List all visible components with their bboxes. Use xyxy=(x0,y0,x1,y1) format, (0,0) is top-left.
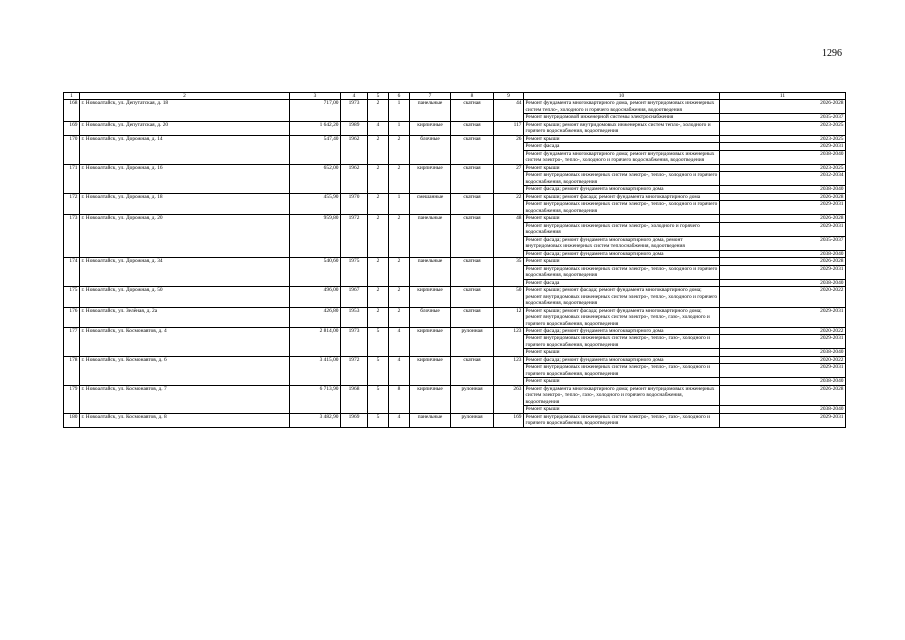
row-number: 170 xyxy=(64,135,80,164)
entrances-cell: 4 xyxy=(389,413,410,427)
period-cell: 2029-2031 xyxy=(720,307,846,327)
year-cell: 1968 xyxy=(341,385,368,413)
entrances-cell: 1 xyxy=(389,121,410,135)
area-cell: 1 642,20 xyxy=(290,121,341,135)
table-row xyxy=(64,215,846,222)
header-cell: 6 xyxy=(389,93,410,100)
repair-work-cell: Ремонт фасада xyxy=(524,279,720,286)
period-cell: 2029-2031 xyxy=(720,413,846,427)
area-cell: 2 814,00 xyxy=(290,327,341,356)
period-cell: 2026-2028 xyxy=(720,385,846,405)
walls-cell: панельные xyxy=(410,258,451,287)
walls-cell: кирпичные xyxy=(410,287,451,307)
year-cell: 1967 xyxy=(341,287,368,307)
apartments-cell: 44 xyxy=(494,100,524,121)
repair-work-cell: Ремонт крыши; ремонт фасада; ремонт фундамента многоквартирного дома; ремонт внутридомовых инженерных систем электро-, тепло-, газо-, холодного и горячего водоснабжения, водоотведения xyxy=(524,307,720,327)
period-cell: 2023-2025 xyxy=(720,121,846,135)
roof-cell: скатная xyxy=(451,215,494,258)
row-number: 172 xyxy=(64,193,80,214)
walls-cell: кирпичные xyxy=(410,385,451,413)
period-cell: 2020-2022 xyxy=(720,327,846,334)
area-cell: 3 482,90 xyxy=(290,413,341,427)
walls-cell: кирпичные xyxy=(410,121,451,135)
roof-cell: скатная xyxy=(451,164,494,193)
address-cell: г. Новоалтайск, ул. Космонавтов, д. 8 xyxy=(80,413,290,427)
repair-work-cell: Ремонт крыши; ремонт фасада; ремонт фундамента многоквартирного дома; ремонт внутридомовых инженерных систем электро-, тепло-, холодного и горячего водоснабжения, водоотведения xyxy=(524,287,720,307)
walls-cell: кирпичные xyxy=(410,327,451,356)
row-number: 176 xyxy=(64,307,80,327)
period-cell: 2038-2040 xyxy=(720,150,846,164)
period-cell: 2032-2034 xyxy=(720,172,846,186)
area-cell: 717,00 xyxy=(290,100,341,121)
apartments-cell: 35 xyxy=(494,258,524,287)
repair-work-cell: Ремонт внутридомовых инженерных систем электро-, тепло-, холодного и горячего водоснабжения, водоотведения xyxy=(524,201,720,215)
row-number: 174 xyxy=(64,258,80,287)
area-cell: 547,40 xyxy=(290,135,341,164)
repair-work-cell: Ремонт крыши xyxy=(524,215,720,222)
period-cell: 2026-2028 xyxy=(720,258,846,265)
repair-work-cell: Ремонт внутридомовых инженерных систем электро-, тепло-, газо-, холодного и горячего водоснабжения, водоотведения xyxy=(524,335,720,349)
address-cell: г. Новоалтайск, ул. Космонавтов, д. 6 xyxy=(80,356,290,385)
repair-work-cell: Ремонт внутридомовых инженерных систем электро-, тепло-, газо-, холодного и горячего водоснабжения, водоотведения xyxy=(524,413,720,427)
year-cell: 1970 xyxy=(341,193,368,214)
period-cell: 2038-2040 xyxy=(720,378,846,385)
repair-work-cell: Ремонт фасада; ремонт фундамента многоквартирного дома xyxy=(524,327,720,334)
year-cell: 1973 xyxy=(341,327,368,356)
repair-work-cell: Ремонт крыши xyxy=(524,164,720,171)
apartments-cell: 22 xyxy=(494,193,524,214)
year-cell: 1975 xyxy=(341,258,368,287)
entrances-cell: 2 xyxy=(389,135,410,164)
table-row xyxy=(64,193,846,200)
header-cell: 2 xyxy=(80,93,290,100)
area-cell: 426,80 xyxy=(290,307,341,327)
year-cell: 1973 xyxy=(341,100,368,121)
period-cell: 2020-2022 xyxy=(720,356,846,363)
table-row xyxy=(64,327,846,334)
period-cell: 2038-2040 xyxy=(720,349,846,356)
table-row xyxy=(64,413,846,427)
walls-cell: панельные xyxy=(410,215,451,258)
floors-cell: 5 xyxy=(368,385,389,413)
entrances-cell: 2 xyxy=(389,215,410,258)
period-cell: 2035-2037 xyxy=(720,236,846,250)
table-row xyxy=(64,287,846,307)
repair-work-cell: Ремонт внутридомовых инженерных систем электро-, холодного и горячего водоснабжения xyxy=(524,222,720,236)
period-cell: 2023-2025 xyxy=(720,164,846,171)
repair-work-cell: Ремонт внутридомовых инженерных систем электро-, тепло-, холодного и горячего водоснабжения, водоотведения xyxy=(524,172,720,186)
walls-cell: смешанные xyxy=(410,193,451,214)
roof-cell: скатная xyxy=(451,356,494,385)
entrances-cell: 1 xyxy=(389,193,410,214)
repair-work-cell: Ремонт фундамента многоквартирного дома, ремонт внутридомовых инженерных систем тепло-, холодного и горячего водоснабжения, водоотведения xyxy=(524,100,720,114)
repair-work-cell: Ремонт фасада; ремонт фундамента многоквартирного дома, ремонт внутридомовых инженерных систем теплоснабжения, водоотведения xyxy=(524,236,720,250)
address-cell: г. Новоалтайск, ул. Дорожная, д. 18 xyxy=(80,193,290,214)
apartments-cell: 123 xyxy=(494,327,524,356)
period-cell: 2029-2031 xyxy=(720,201,846,215)
walls-cell: кирпичные xyxy=(410,356,451,385)
period-cell: 2026-2028 xyxy=(720,193,846,200)
apartments-cell: 123 xyxy=(494,356,524,385)
repair-work-cell: Ремонт фасада xyxy=(524,143,720,150)
area-cell: 496,00 xyxy=(290,287,341,307)
floors-cell: 2 xyxy=(368,193,389,214)
page-number: 1296 xyxy=(822,48,842,59)
roof-cell: скатная xyxy=(451,307,494,327)
period-cell: 2029-2031 xyxy=(720,222,846,236)
area-cell: 652,00 xyxy=(290,164,341,193)
row-number: 169 xyxy=(64,121,80,135)
apartments-cell: 12 xyxy=(494,307,524,327)
roof-cell: рулонная xyxy=(451,413,494,427)
repair-work-cell: Ремонт фасада; ремонт фундамента многоквартирного дома xyxy=(524,250,720,257)
roof-cell: скатная xyxy=(451,135,494,164)
table-row xyxy=(64,307,846,327)
floors-cell: 2 xyxy=(368,307,389,327)
repair-work-cell: Ремонт крыши xyxy=(524,135,720,142)
table-row xyxy=(64,385,846,405)
repair-work-cell: Ремонт фундамента многоквартирного дома; ремонт внутридомовых инженерных систем электро-, тепло-, газо-, холодного и горячего водоснабжения, водоотведения xyxy=(524,385,720,405)
housing-repair-table xyxy=(63,92,846,428)
floors-cell: 2 xyxy=(368,164,389,193)
header-cell: 5 xyxy=(368,93,389,100)
row-number: 178 xyxy=(64,356,80,385)
apartments-cell: 117 xyxy=(494,121,524,135)
address-cell: г. Новоалтайск, ул. Дорожная, д. 50 xyxy=(80,287,290,307)
period-cell: 2023-2025 xyxy=(720,135,846,142)
floors-cell: 2 xyxy=(368,287,389,307)
year-cell: 1953 xyxy=(341,307,368,327)
apartments-cell: 26 xyxy=(494,135,524,164)
roof-cell: скатная xyxy=(451,193,494,214)
walls-cell: панельные xyxy=(410,100,451,121)
repair-work-cell: Ремонт фундамента многоквартирного дома; ремонт внутридомовых инженерных систем электро-, тепло-, холодного и горячего водоснабжения, водоотведения xyxy=(524,150,720,164)
repair-work-cell: Ремонт внутридомовых инженерных систем электро-, тепло-, холодного и горячего водоснабжения, водоотведения xyxy=(524,265,720,279)
repair-work-cell: Ремонт крыши xyxy=(524,378,720,385)
apartments-cell: 169 xyxy=(494,413,524,427)
repair-work-cell: Ремонт фасада; ремонт фундамента многоквартирного дома xyxy=(524,356,720,363)
year-cell: 1972 xyxy=(341,356,368,385)
walls-cell: блочные xyxy=(410,135,451,164)
repair-work-cell: Ремонт крыши; ремонт внутридомовых инженерных систем тепло-, холодного и горячего водоснабжения, водоотведения xyxy=(524,121,720,135)
year-cell: 1962 xyxy=(341,135,368,164)
row-number: 168 xyxy=(64,100,80,121)
period-cell: 2026-2028 xyxy=(720,100,846,114)
period-cell: 2038-2040 xyxy=(720,406,846,413)
table-header-row xyxy=(64,93,846,100)
year-cell: 1962 xyxy=(341,164,368,193)
address-cell: г. Новоалтайск, ул. Дорожная, д. 16 xyxy=(80,164,290,193)
header-cell: 1 xyxy=(64,93,80,100)
address-cell: г. Новоалтайск, ул. Дорожная, д. 14 xyxy=(80,135,290,164)
period-cell: 2029-2031 xyxy=(720,265,846,279)
period-cell: 2029-2031 xyxy=(720,143,846,150)
floors-cell: 5 xyxy=(368,356,389,385)
period-cell: 2038-2040 xyxy=(720,250,846,257)
area-cell: 6 713,90 xyxy=(290,385,341,413)
floors-cell: 5 xyxy=(368,413,389,427)
repair-work-cell: Ремонт внутридомовой инженерной системы электроснабжения xyxy=(524,114,720,121)
floors-cell: 4 xyxy=(368,121,389,135)
roof-cell: рулонная xyxy=(451,385,494,413)
row-number: 177 xyxy=(64,327,80,356)
repair-work-cell: Ремонт крыши xyxy=(524,406,720,413)
area-cell: 3 415,00 xyxy=(290,356,341,385)
roof-cell: скатная xyxy=(451,287,494,307)
repair-work-cell: Ремонт внутридомовых инженерных систем электро-, тепло-, газо-, холодного и горячего водоснабжения, водоотведения xyxy=(524,364,720,378)
table-row xyxy=(64,356,846,363)
table-row xyxy=(64,100,846,114)
walls-cell: панельные xyxy=(410,413,451,427)
address-cell: г. Новоалтайск, ул. Космонавтов, д. 7 xyxy=(80,385,290,413)
period-cell: 2026-2028 xyxy=(720,215,846,222)
address-cell: г. Новоалтайск, ул. Депутатская, д. 20 xyxy=(80,121,290,135)
roof-cell: рулонная xyxy=(451,327,494,356)
header-cell: 4 xyxy=(341,93,368,100)
repair-work-cell: Ремонт крыши; ремонт фасада; ремонт фундамента многоквартирного дома xyxy=(524,193,720,200)
entrances-cell: 2 xyxy=(389,307,410,327)
roof-cell: скатная xyxy=(451,121,494,135)
table-body xyxy=(64,93,846,428)
header-cell: 11 xyxy=(720,93,846,100)
address-cell: г. Новоалтайск, ул. Дорожная, д. 20 xyxy=(80,215,290,258)
address-cell: г. Новоалтайск, ул. Зелёная, д. 2а xyxy=(80,307,290,327)
entrances-cell: 2 xyxy=(389,287,410,307)
header-cell: 3 xyxy=(290,93,341,100)
repair-work-cell: Ремонт крыши xyxy=(524,258,720,265)
repair-work-cell: Ремонт крыши xyxy=(524,349,720,356)
table-row xyxy=(64,258,846,265)
address-cell: г. Новоалтайск, ул. Космонавтов, д. 4 xyxy=(80,327,290,356)
period-cell: 2035-2037 xyxy=(720,114,846,121)
floors-cell: 2 xyxy=(368,258,389,287)
period-cell: 2029-2031 xyxy=(720,364,846,378)
area-cell: 455,90 xyxy=(290,193,341,214)
row-number: 175 xyxy=(64,287,80,307)
entrances-cell: 4 xyxy=(389,356,410,385)
walls-cell: кирпичные xyxy=(410,164,451,193)
year-cell: 1989 xyxy=(341,121,368,135)
apartments-cell: 50 xyxy=(494,287,524,307)
table-row xyxy=(64,135,846,142)
entrances-cell: 1 xyxy=(389,100,410,121)
floors-cell: 2 xyxy=(368,215,389,258)
year-cell: 1969 xyxy=(341,413,368,427)
header-cell: 8 xyxy=(451,93,494,100)
header-cell: 10 xyxy=(524,93,720,100)
floors-cell: 2 xyxy=(368,135,389,164)
floors-cell: 5 xyxy=(368,327,389,356)
address-cell: г. Новоалтайск, ул. Дорожная, д. 34 xyxy=(80,258,290,287)
area-cell: 959,80 xyxy=(290,215,341,258)
period-cell: 2020-2022 xyxy=(720,287,846,307)
apartments-cell: 263 xyxy=(494,385,524,413)
area-cell: 540,60 xyxy=(290,258,341,287)
apartments-cell: 48 xyxy=(494,215,524,258)
apartments-cell: 27 xyxy=(494,164,524,193)
roof-cell: скатная xyxy=(451,258,494,287)
row-number: 171 xyxy=(64,164,80,193)
entrances-cell: 4 xyxy=(389,327,410,356)
table-row xyxy=(64,164,846,171)
row-number: 180 xyxy=(64,413,80,427)
roof-cell: скатная xyxy=(451,100,494,121)
floors-cell: 2 xyxy=(368,100,389,121)
period-cell: 2038-2040 xyxy=(720,279,846,286)
entrances-cell: 8 xyxy=(389,385,410,413)
table-row xyxy=(64,121,846,135)
entrances-cell: 2 xyxy=(389,258,410,287)
row-number: 173 xyxy=(64,215,80,258)
period-cell: 2029-2031 xyxy=(720,335,846,349)
entrances-cell: 2 xyxy=(389,164,410,193)
row-number: 179 xyxy=(64,385,80,413)
header-cell: 9 xyxy=(494,93,524,100)
repair-work-cell: Ремонт фасада; ремонт фундамента многоквартирного дома xyxy=(524,186,720,193)
period-cell: 2038-2040 xyxy=(720,186,846,193)
header-cell: 7 xyxy=(410,93,451,100)
address-cell: г. Новоалтайск, ул. Депутатская, д. 18 xyxy=(80,100,290,121)
walls-cell: блочные xyxy=(410,307,451,327)
year-cell: 1972 xyxy=(341,215,368,258)
